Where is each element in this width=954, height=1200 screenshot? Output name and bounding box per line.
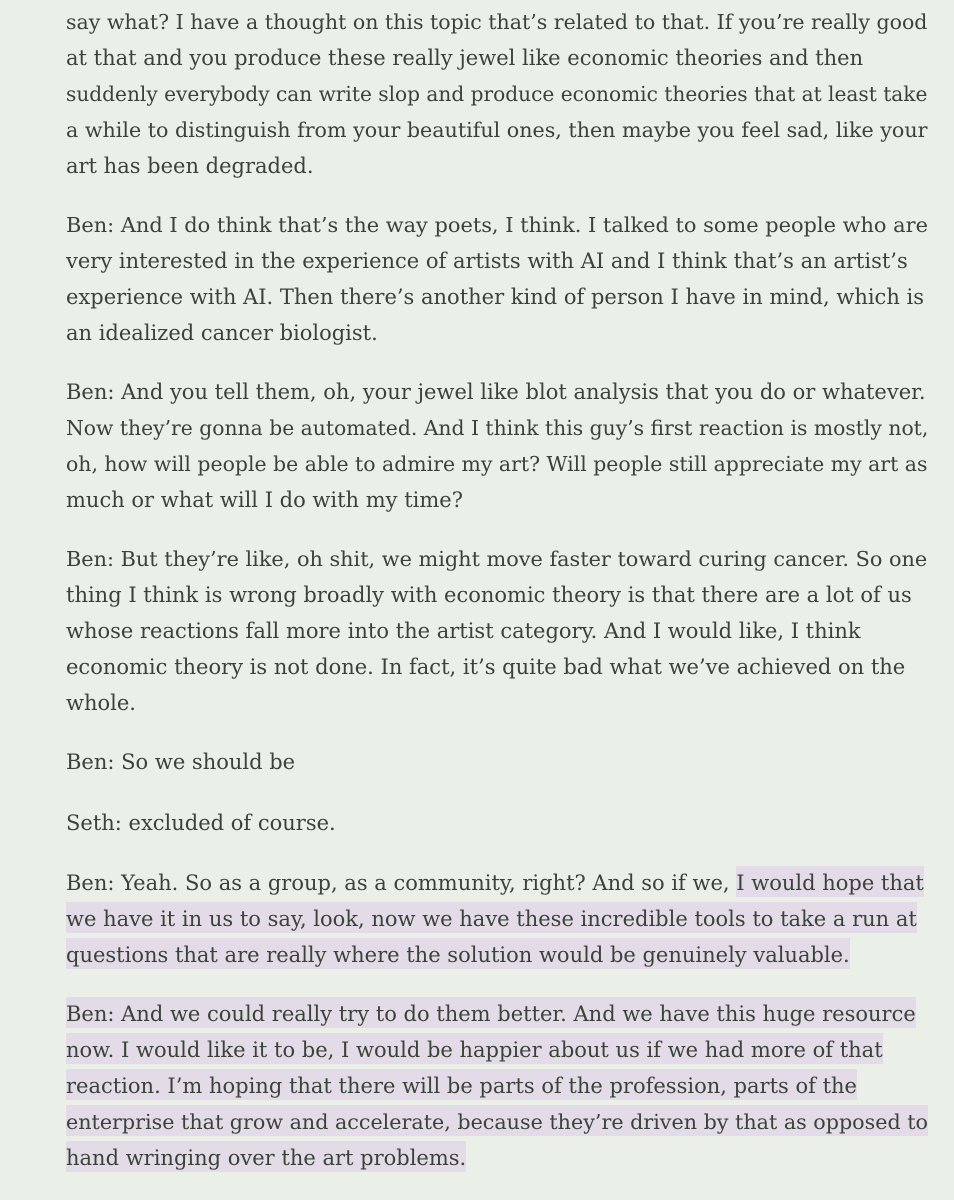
paragraph-line: Ben: But they’re like, oh shit, we might move faster toward curing cancer. So one [66,547,928,571]
paragraph-line: Ben: So we should be [66,750,296,774]
paragraph-line: art has been degraded. [66,154,314,178]
highlighted-text: now. I would like it to be, I would be happier about us if we had more of that [66,1038,883,1062]
paragraph-line: Ben: And you tell them, oh, your jewel like blot analysis that you do or whatever. [66,380,926,404]
paragraph-line [66,1104,928,1140]
highlighted-text: hand wringing over the art problems. [66,1146,467,1170]
highlighted-text: reaction. I’m hoping that there will be parts of the profession, parts of the [66,1074,857,1098]
line-text: Ben: Yeah. So as a group, as a community, right? And so if we, [66,871,737,895]
paragraph-line: Now they’re gonna be automated. And I think this guy’s first reaction is mostly not, [66,416,929,440]
paragraph-line: experience with AI. Then there’s another kind of person I have in mind, which is [66,285,925,309]
highlighted-text: questions that are really where the solution would be genuinely valuable. [66,943,850,967]
paragraph-line: whole. [66,691,136,715]
paragraph-line [66,1032,883,1068]
paragraph-line: Ben: And I do think that’s the way poets, I think. I talked to some people who are [66,213,928,237]
paragraph-line [66,1140,466,1176]
paragraph-line [66,996,916,1032]
paragraph-line: a while to distinguish from your beautiful ones, then maybe you feel sad, like your [66,118,928,142]
paragraph-line [66,901,917,937]
paragraph-line: much or what will I do with my time? [66,488,463,512]
paragraph-line: whose reactions fall more into the artist category. And I would like, I think [66,619,861,643]
paragraph-line [66,1068,857,1104]
paragraph-line: say what? I have a thought on this topic that’s related to that. If you’re really good [66,10,928,34]
paragraph-line: an idealized cancer biologist. [66,321,378,345]
paragraph-line [66,937,850,973]
highlighted-text: enterprise that grow and accelerate, because they’re driven by that as opposed to [66,1110,928,1134]
paragraph-line [66,865,924,901]
paragraph-line: very interested in the experience of artists with AI and I think that’s an artist’s [66,249,908,273]
paragraph-line: Seth: excluded of course. [66,811,336,835]
highlighted-text: Ben: And we could really try to do them better. And we have this huge resource [66,1002,916,1026]
paragraph-line: at that and you produce these really jewel like economic theories and then [66,46,864,70]
highlighted-text: we have it in us to say, look, now we have these incredible tools to take a run at [66,907,917,931]
paragraph-line: suddenly everybody can write slop and produce economic theories that at least take [66,82,928,106]
paragraph-line: thing I think is wrong broadly with economic theory is that there are a lot of us [66,583,912,607]
highlighted-text: I would hope that [736,871,924,895]
paragraph-line: economic theory is not done. In fact, it’s quite bad what we’ve achieved on the [66,655,906,679]
paragraph-line: oh, how will people be able to admire my art? Will people still appreciate my art as [66,452,928,476]
